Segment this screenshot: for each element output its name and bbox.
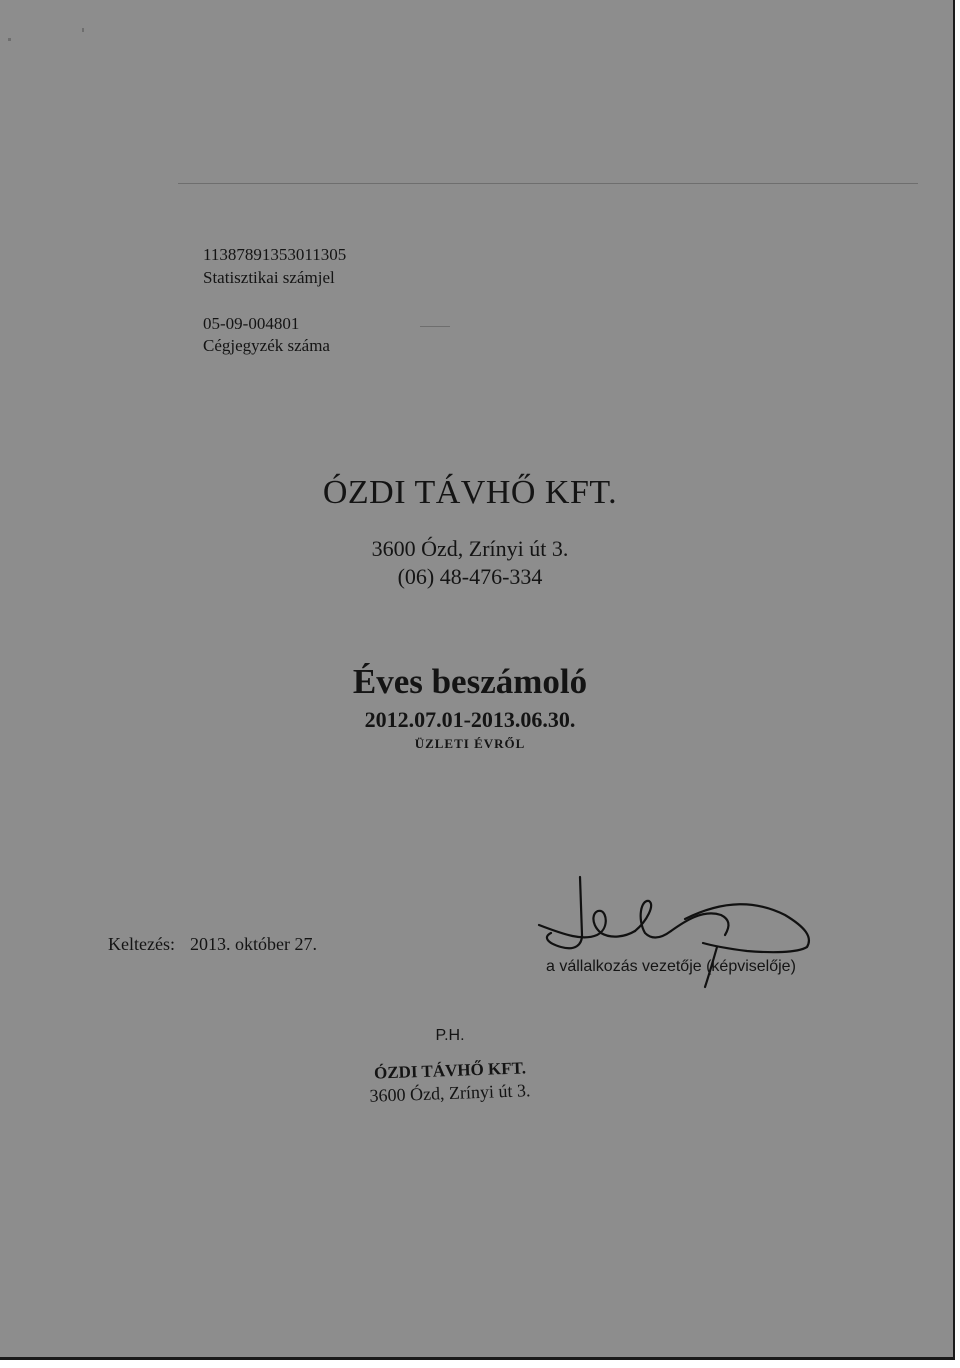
company-stamp (330, 1025, 570, 1115)
scan-line (178, 183, 918, 184)
stamp-ph-label: P.H. (435, 1027, 465, 1044)
scan-speck (82, 28, 84, 32)
company-address: 3600 Ózd, Zrínyi út 3. (371, 536, 569, 561)
date-value: 2013. október 27. (190, 934, 317, 954)
stamp-company-name: ÓZDI TÁVHŐ KFT. (373, 1058, 527, 1083)
stamp-company-address: 3600 Ózd, Zrínyi út 3. (369, 1080, 531, 1106)
scan-speck (8, 38, 11, 41)
report-period: 2012.07.01-2013.06.30. (364, 707, 576, 732)
statistical-number: 11387891353011305 (203, 245, 347, 264)
scan-line (420, 326, 450, 327)
registration-number-label: Cégjegyzék száma (203, 336, 330, 355)
signer-role: a vállalkozás vezetője (képviselője) (546, 958, 796, 975)
date-label: Keltezés: (108, 934, 175, 954)
registration-number: 05-09-004801 (203, 314, 300, 333)
statistical-number-label: Statisztikai számjel (203, 268, 335, 287)
company-name: ÓZDI TÁVHŐ KFT. (322, 474, 618, 511)
company-phone: (06) 48-476-334 (397, 564, 543, 589)
report-title: Éves beszámoló (352, 662, 588, 701)
report-subtitle: ÜZLETI ÉVRŐL (414, 736, 526, 751)
